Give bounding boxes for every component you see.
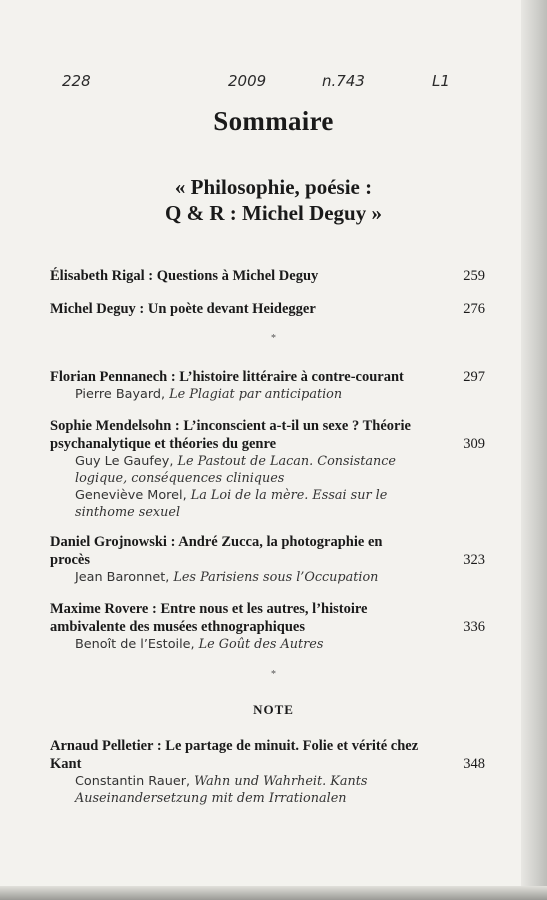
toc-entry[interactable] [50,267,485,285]
entry-title-line-2: Kant [50,756,82,772]
reviewed-work [50,569,485,586]
reviewed-work [50,453,485,487]
handwritten-year: 2009 [228,72,267,90]
reviewed-work [50,636,485,653]
handwritten-notes [0,72,547,102]
entry-title: Élisabeth Rigal : Questions à Michel Deguy [50,268,319,284]
reviewed-author: Guy Le Gaufey, [75,454,178,469]
toc-entry[interactable] [50,533,485,586]
reviewed-title: Wahn und Wahrheit. Kants Auseinandersetzung mit dem Irrationalen [75,774,368,806]
theme-title [0,174,547,226]
section-heading-note: NOTE [253,702,294,717]
entry-title-line-1: Sophie Mendelsohn : L’inconscient a-t-il un sexe ? Théorie [50,418,411,434]
entry-title: Michel Deguy : Un poète devant Heidegger [50,301,316,317]
entry-title-line-1: Maxime Rovere : Entre nous et les autres, l’histoire [50,601,368,617]
entry-title-line-1: Arnaud Pelletier : Le partage de minuit. Folie et vérité chez [50,738,419,754]
separator-star: * [271,333,276,344]
handwritten-code: L1 [432,72,450,90]
toc-entry[interactable] [50,300,485,318]
theme-line-2: Q & R : Michel Deguy » [165,201,382,225]
entry-title-line-2: ambivalente des musées ethnographiques [50,619,305,635]
entry-title: Florian Pennanech : L’histoire littéraire à contre-courant [50,369,404,385]
reviewed-title: Les Parisiens sous l’Occupation [173,570,379,585]
entry-page: 259 [463,268,485,284]
reviewed-title: Le Goût des Autres [198,637,324,652]
reviewed-author: Benoît de l’Estoile, [75,637,199,652]
reviewed-title: La Loi de la mère. Essai sur le sinthome sexuel [75,488,388,520]
toc-entry[interactable] [50,600,485,653]
entry-title-line-2: procès [50,552,91,568]
toc-entry[interactable] [50,417,485,521]
toc-entry[interactable] [50,737,485,807]
theme-line-1: « Philosophie, poésie : [174,175,373,199]
reviewed-work [50,386,485,403]
toc-entry[interactable] [50,368,485,403]
reviewed-work [50,773,485,807]
entry-page: 276 [463,301,485,317]
reviewed-title: Le Plagiat par anticipation [169,387,343,402]
reviewed-work [50,487,485,521]
entry-page: 323 [463,552,485,568]
handwritten-number: 228 [62,72,91,90]
reviewed-author: Pierre Bayard, [75,387,170,402]
handwritten-issue: n.743 [322,72,365,90]
reviewed-title: Le Pastout de Lacan. Consistance logique, conséquences cliniques [75,454,396,486]
page-title: Sommaire [213,106,334,136]
entry-page: 297 [463,369,485,385]
entry-title-line-2: psychanalytique et théories du genre [50,436,277,452]
entry-title-line-1: Daniel Grojnowski : André Zucca, la photographie en [50,534,383,550]
bottom-edge [0,886,547,900]
reviewed-author: Constantin Rauer, [75,774,195,789]
entry-page: 336 [463,619,485,635]
entry-page: 348 [463,756,485,772]
reviewed-author: Geneviève Morel, [75,488,191,503]
entry-page: 309 [463,436,485,452]
reviewed-author: Jean Baronnet, [75,570,174,585]
separator-star: * [271,669,276,680]
